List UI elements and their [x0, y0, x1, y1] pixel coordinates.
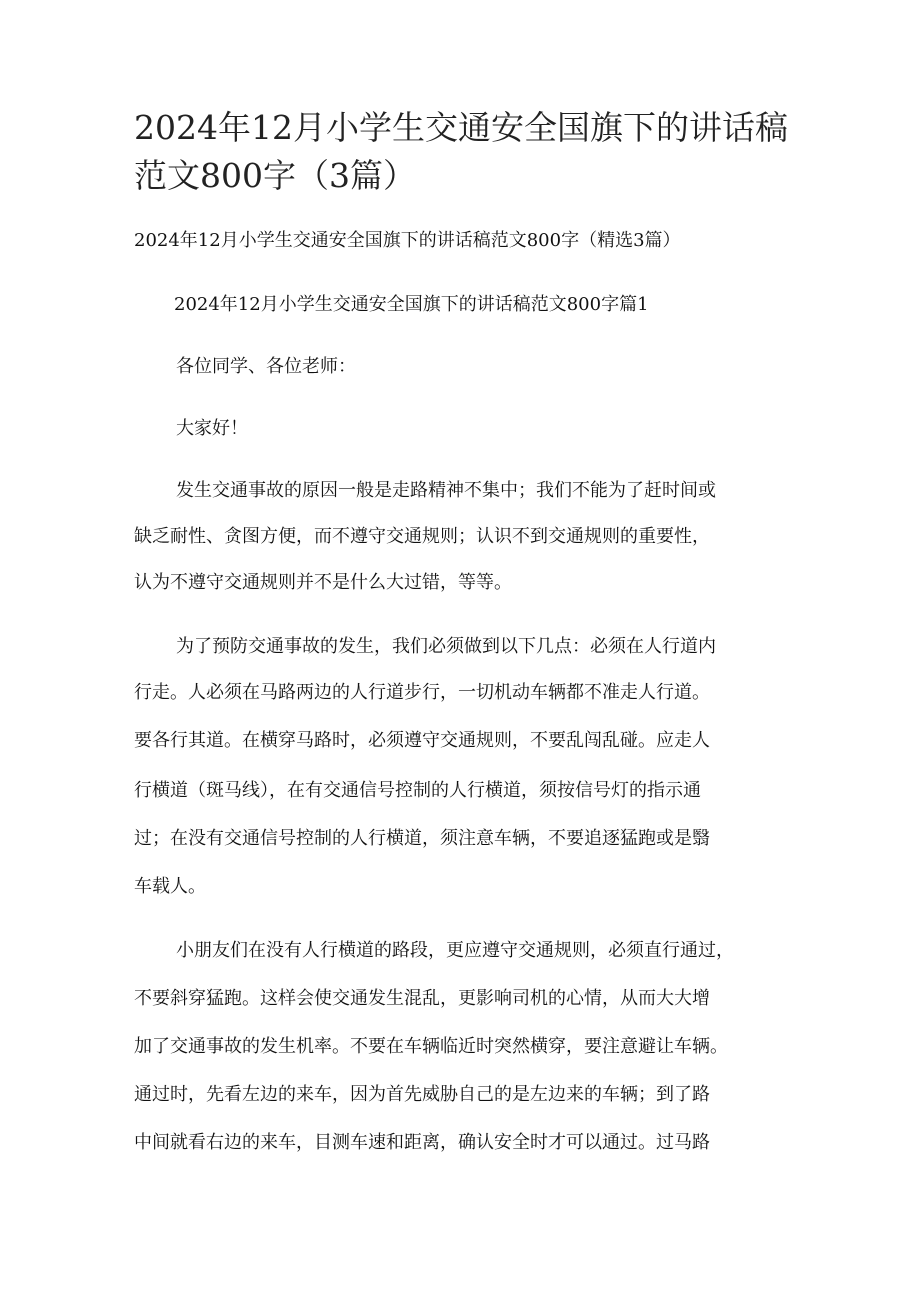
para3-line: 小朋友们在没有人行横道的路段，更应遵守交通规则，必须直行通过， [176, 940, 734, 961]
document-title [134, 104, 794, 200]
para2-line: 为了预防交通事故的发生，我们必须做到以下几点：必须在人行道内 [176, 636, 716, 657]
para3-line: 加了交通事故的发生机率。不要在车辆临近时突然横穿，要注意避让车辆。 [134, 1036, 728, 1057]
section-heading: 2024年12月小学生交通安全国旗下的讲话稿范文800字篇1 [174, 294, 649, 315]
para2-line: 行走。人必须在马路两边的人行道步行，一切机动车辆都不准走人行道。 [134, 682, 710, 703]
para2-line: 行横道（斑马线），在有交通信号控制的人行横道，须按信号灯的指示通 [134, 780, 701, 801]
title-line-2: 范文800字（3篇） [134, 156, 416, 195]
para1-line: 缺乏耐性、贪图方便，而不遵守交通规则；认识不到交通规则的重要性， [134, 526, 710, 547]
title-line-1: 2024年12月小学生交通安全国旗下的讲话稿 [134, 108, 788, 147]
document-subtitle: 2024年12月小学生交通安全国旗下的讲话稿范文800字（精选3篇） [134, 230, 681, 251]
greeting-line: 各位同学、各位老师： [176, 356, 356, 377]
para2-line: 过；在没有交通信号控制的人行横道，须注意车辆，不要追逐猛跑或是翳 [134, 828, 710, 849]
para3-line: 通过时，先看左边的来车，因为首先威胁自己的是左边来的车辆；到了路 [134, 1084, 710, 1105]
para2-line: 车载人。 [134, 876, 206, 897]
para2-line: 要各行其道。在横穿马路时，必须遵守交通规则，不要乱闯乱碰。应走人 [134, 730, 710, 751]
hello-line: 大家好！ [176, 418, 248, 439]
para3-line: 中间就看右边的来车，目测车速和距离，确认安全时才可以通过。过马路 [134, 1132, 710, 1153]
para3-line: 不要斜穿猛跑。这样会使交通发生混乱，更影响司机的心情，从而大大增 [134, 988, 710, 1009]
para1-line: 发生交通事故的原因一般是走路精神不集中；我们不能为了赶时间或 [176, 480, 716, 501]
para1-line: 认为不遵守交通规则并不是什么大过错，等等。 [134, 572, 512, 593]
